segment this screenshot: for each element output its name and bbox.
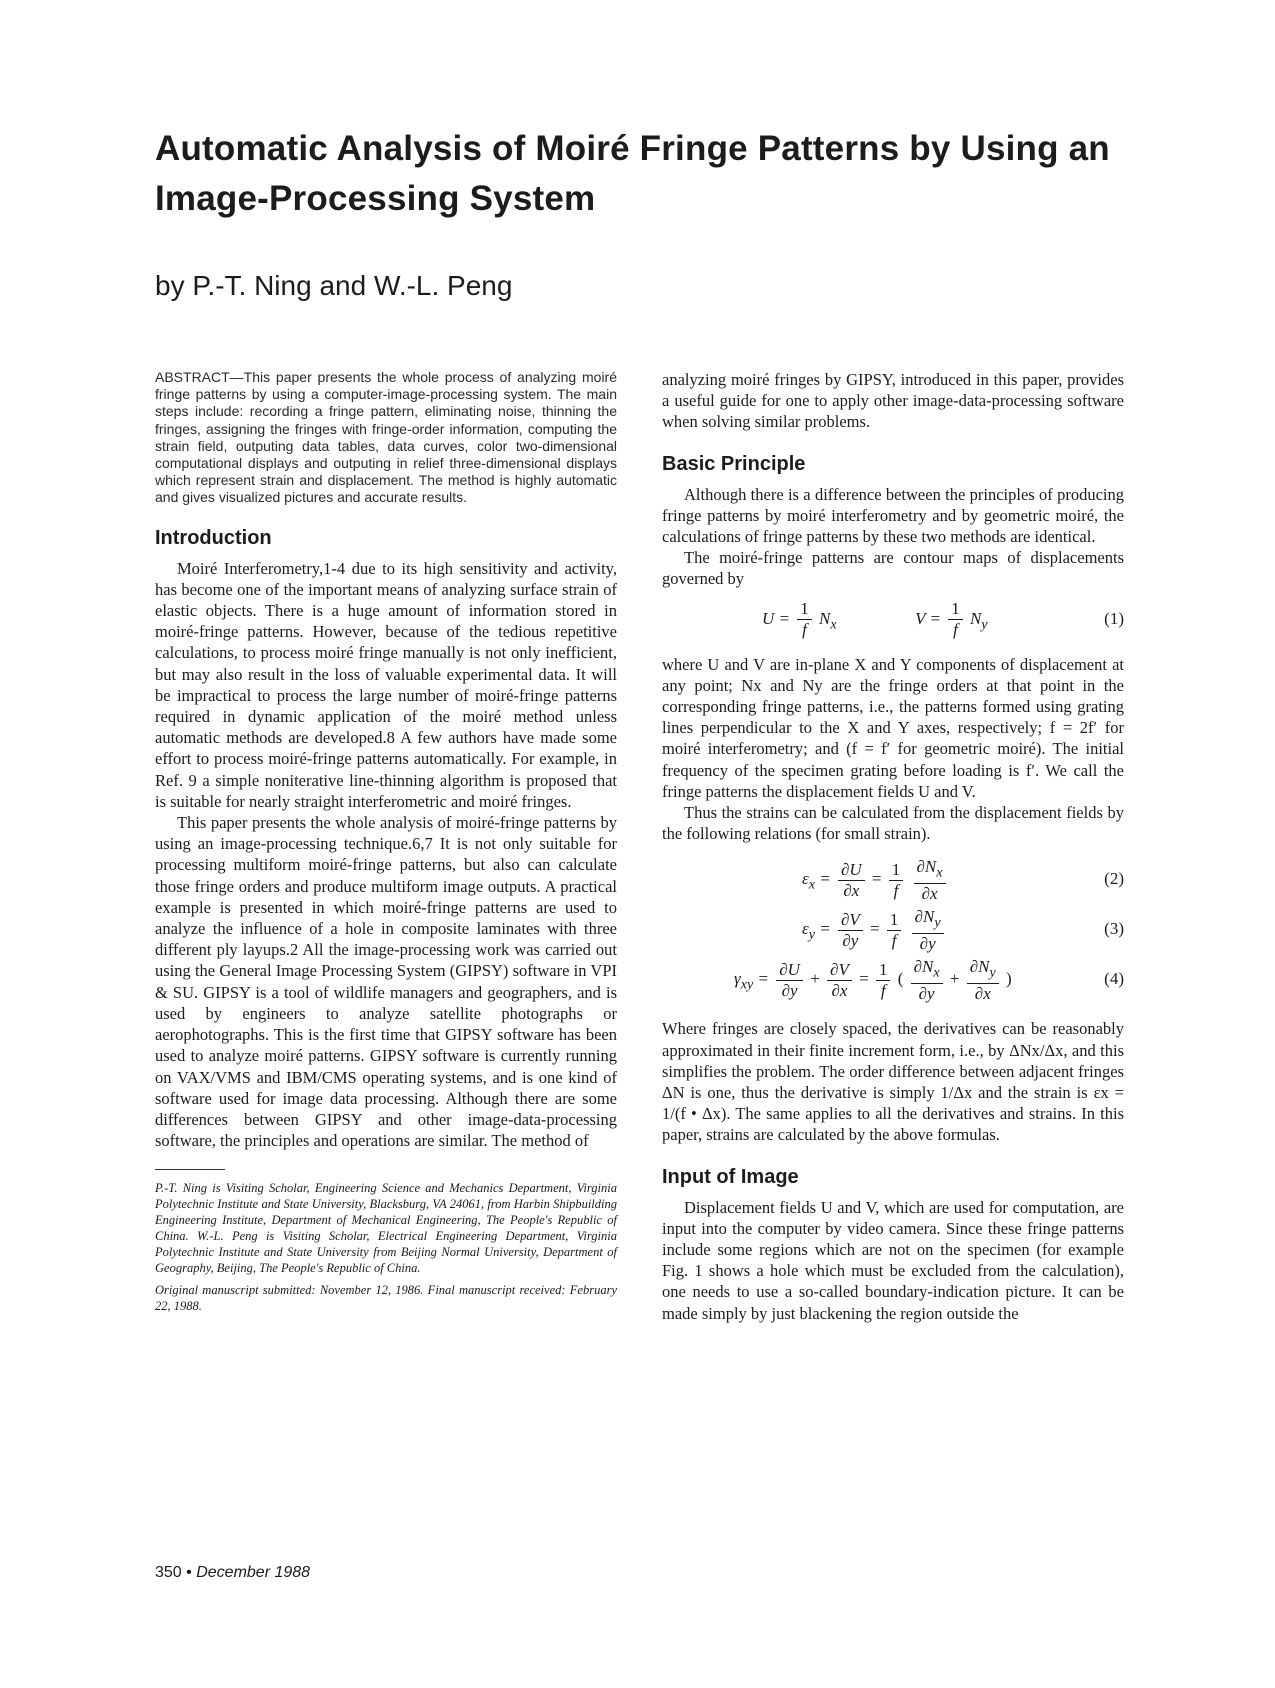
- introduction-paragraph-2: This paper presents the whole analysis of moiré-fringe patterns by using an image-processing technique.6,7 It is not only suitable for processing multiform moiré-fringe patterns, but also can calculate those fringe orders and produce multiform image outputs. A practical example is presented in which moiré-fringe patterns are used to analyze the influence of a hole in composite laminates with three different ply layups.2 All the image-processing work was carried out using the General Image Processing System (GIPSY) software in VPI & SU. GIPSY is a tool of wildlife managers and geographers, and is used by engineers to analyze satellite photographs or aerophotographs. This is the first time that GIPSY software has been used to analyze moiré patterns. GIPSY software is currently running on VAX/VMS and IBM/CMS operating systems, and is one kind of software used for image data processing. Although there are some differences between GIPSY and other image-data-processing software, the principles and operations are similar. The method of: [155, 813, 617, 1151]
- equation-4-number: (4): [1104, 969, 1124, 989]
- equation-2-number: (2): [1104, 869, 1124, 889]
- basic-principle-paragraph-1: Although there is a difference between the principles of producing fringe patterns by moiré interferometry and by geometric moiré, the calculations of fringe patterns by these two methods are identical.: [662, 484, 1124, 547]
- basic-principle-paragraph-2: The moiré-fringe patterns are contour maps of displacements governed by: [662, 548, 1124, 589]
- left-column: [155, 369, 617, 1320]
- basic-principle-paragraph-5: Where fringes are closely spaced, the derivatives can be reasonably approximated in their finite increment form, i.e., by ΔNx/Δx, and this simplifies the problem. The order difference between adjacent fringes ΔN is one, thus the derivative is simply 1/Δx and the strain is εx = 1/(f • Δx). The same applies to all the derivatives and strains. In this paper, strains are calculated by the above formulas.: [662, 1019, 1124, 1145]
- footer-bullet: •: [186, 1564, 192, 1581]
- page-number: 350: [155, 1564, 182, 1581]
- equation-2: $\varepsilon_x$ = $\frac{\partial U}{\partial x}$ = $\frac{1}{f}$ $\frac{\partial N_x}{\partial x}$ (2): [802, 857, 1124, 903]
- footnote-rule: [155, 1169, 225, 1170]
- basic-principle-paragraph-3: where U and V are in-plane X and Y components of displacement at any point; Nx and Ny are the fringe orders at that point in the corresponding fringe patterns, i.e., the patterns formed using grating lines perpendicular to the X and Y axes, respectively; f = 2f′ for moiré interferometry; and (f = f′ for geometric moiré). The initial frequency of the specimen grating before loading is f′. We call the fringe patterns the displacement fields U and V.: [662, 654, 1124, 801]
- page-footer: [155, 1564, 310, 1582]
- equation-3: $\varepsilon_y$ = $\frac{\partial V}{\partial y}$ = $\frac{1}{f}$ $\frac{\partial N_y}{\partial y}$ (3): [802, 907, 1124, 953]
- article-title: Automatic Analysis of Moiré Fringe Patterns by Using an Image-Processing System: [155, 129, 1110, 218]
- introduction-heading: Introduction: [155, 526, 272, 549]
- equation-4: $\gamma_{xy}$ = $\frac{\partial U}{\partial y}$ + $\frac{\partial V}{\partial x}$ = $\frac{1}{f}$ ( $\frac{\partial N_x}{\partial y}$ + $\frac{\partial N_y}{\partial x}$ ) (4): [734, 957, 1124, 1003]
- right-column: [662, 369, 1124, 1324]
- basic-principle-paragraph-4: Thus the strains can be calculated from the displacement fields by the following relations (for small strain).: [662, 803, 1124, 844]
- manuscript-dates-footnote: Original manuscript submitted: November 12, 1986. Final manuscript received: February 22, 1988.: [155, 1283, 617, 1314]
- author-affiliation-footnote: P.-T. Ning is Visiting Scholar, Engineering Science and Mechanics Department, Virginia Polytechnic Institute and State University, Blacksburg, VA 24061, from Harbin Shipbuilding Engineering Institute, Department of Mechanical Engineering, The People's Republic of China. W.-L. Peng is Visiting Scholar, Electrical Engineering Department, Virginia Polytechnic Institute and State University from Beijing Normal University, Department of Geography, Beijing, The People's Republic of China.: [155, 1181, 617, 1276]
- equation-1: U = $\frac{1}{f}$ $N_x$ V = $\frac{1}{f}$ $N_y$ (1): [662, 596, 1124, 642]
- continuation-paragraph: analyzing moiré fringes by GIPSY, introduced in this paper, provides a useful guide for one to apply other image-data-processing software when solving similar problems.: [662, 370, 1124, 432]
- abstract: ABSTRACT—This paper presents the whole process of analyzing moiré fringe patterns by using a computer-image-processing system. The main steps include: recording a fringe pattern, eliminating noise, thinning the fringes, assigning the fringes with fringe-order information, computing the strain field, outputing data tables, data curves, color two-dimensional computational displays and outputing in relief three-dimensional displays which represent strain and displacement. The method is highly automatic and gives visualized pictures and accurate results.: [155, 369, 617, 506]
- issue-date: December 1988: [196, 1564, 311, 1581]
- author-byline: by P.-T. Ning and W.-L. Peng: [155, 270, 513, 301]
- equation-1-number: (1): [1104, 608, 1124, 628]
- input-of-image-paragraph-1: Displacement fields U and V, which are used for computation, are input into the computer by video camera. Since these fringe patterns include some regions which are not on the specimen (for example Fig. 1 shows a hole which must be excluded from the calculation), one needs to use a so-called boundary-indication picture. It can be made simply by just blackening the region outside the: [662, 1197, 1124, 1323]
- introduction-paragraph-1: Moiré Interferometry,1-4 due to its high sensitivity and activity, has become one of the important means of analyzing surface strain of elastic objects. There is a huge amount of information stored in moiré-fringe patterns. However, because of the tedious repetitive calculations, to process moiré fringe manually is not only inefficient, but may also result in the loss of valuable experimental data. It will be impractical to process the large number of moiré-fringe patterns required in dynamic application of the moiré method unless automatic methods are developed.8 A few authors have made some effort to process moiré-fringe patterns automatically. For example, in Ref. 9 a simple noniterative line-thinning algorithm is proposed that is suitable for nearly straight interferometric and moiré fringes.: [155, 558, 617, 811]
- equation-3-number: (3): [1104, 919, 1124, 939]
- input-of-image-heading: Input of Image: [662, 1165, 799, 1188]
- basic-principle-heading: Basic Principle: [662, 452, 806, 475]
